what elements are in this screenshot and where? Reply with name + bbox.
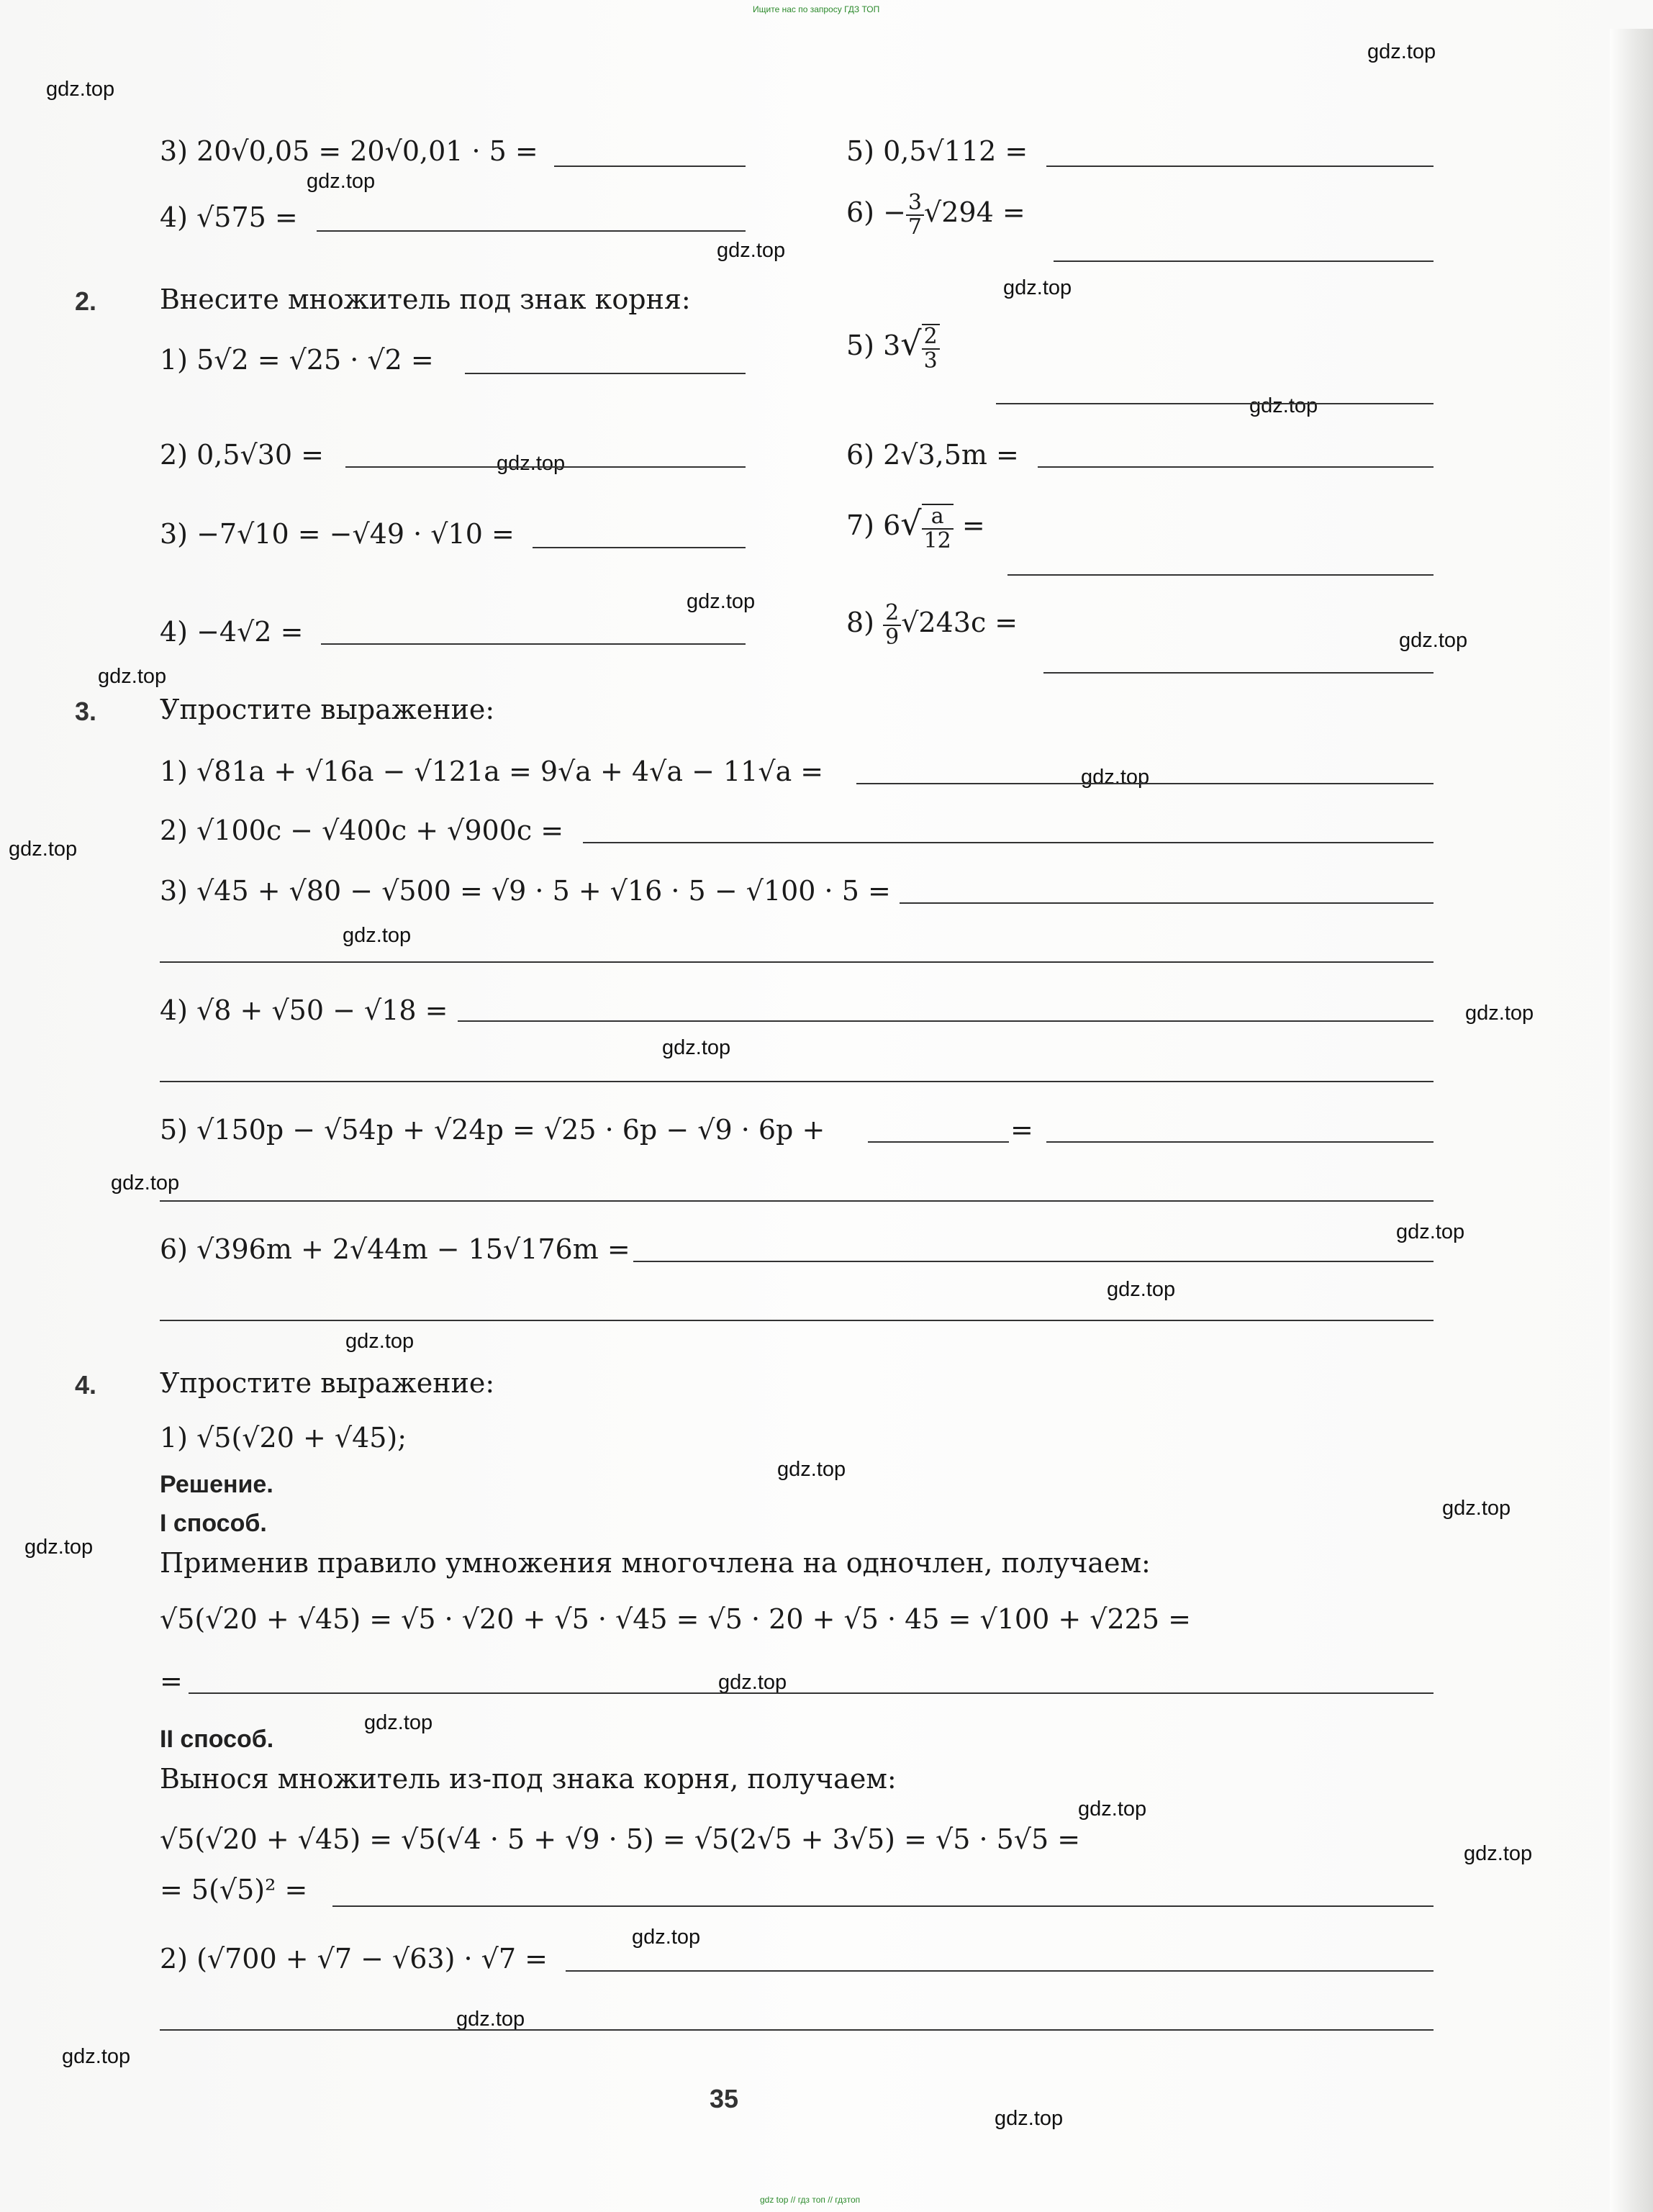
task2-item7-prefix: 7) 6 <box>846 509 901 541</box>
watermark: gdz.top <box>62 2045 131 2068</box>
watermark: gdz.top <box>1396 1220 1465 1243</box>
watermark: gdz.top <box>1249 394 1318 417</box>
radical-sign: √ <box>900 324 922 363</box>
fraction-numerator: 3 <box>906 191 924 216</box>
fraction-denominator: 3 <box>923 348 938 373</box>
answer-line[interactable] <box>554 166 746 167</box>
task3-item4: 4) √8 + √50 − √18 = <box>160 994 448 1026</box>
watermark: gdz.top <box>1107 1278 1176 1301</box>
watermark: gdz.top <box>98 665 167 688</box>
task2-item8-suffix: √243c = <box>901 607 1018 638</box>
answer-line[interactable] <box>160 1081 1434 1082</box>
watermark: gdz.top <box>1464 1842 1533 1865</box>
answer-line[interactable] <box>160 1320 1434 1321</box>
watermark: gdz.top <box>9 838 78 861</box>
answer-line[interactable] <box>533 547 746 548</box>
task2-item7 <box>846 504 985 552</box>
method2-expression: √5(√20 + √45) = √5(√4 · 5 + √9 · 5) = √5(2√5 + 3√5) = √5 · 5√5 = <box>160 1823 1081 1855</box>
watermark: gdz.top <box>1081 766 1150 789</box>
answer-line[interactable] <box>1043 672 1434 674</box>
task3-item2: 2) √100c − √400c + √900c = <box>160 815 564 846</box>
task2-item3: 3) −7√10 = −√49 · √10 = <box>160 518 515 550</box>
task2-item2: 2) 0,5√30 = <box>160 439 324 471</box>
task2-item7-suffix: = <box>961 509 985 541</box>
answer-line[interactable] <box>868 1141 1009 1143</box>
watermark: gdz.top <box>718 1671 787 1694</box>
answer-line[interactable] <box>345 466 746 468</box>
task1-item6-prefix: 6) − <box>846 196 906 228</box>
radical-sign: √ <box>900 504 922 543</box>
answer-line[interactable] <box>566 1970 1434 1972</box>
task2-item5 <box>846 324 940 372</box>
answer-line[interactable] <box>583 842 1434 843</box>
solution-heading: Решение. <box>160 1471 273 1498</box>
watermark: gdz.top <box>343 924 412 947</box>
answer-line[interactable] <box>458 1020 1434 1022</box>
answer-line[interactable] <box>900 902 1434 904</box>
watermark: gdz.top <box>687 590 756 613</box>
method1-text: Применив правило умножения многочлена на одночлен, получаем: <box>160 1547 1151 1579</box>
task2-item6: 6) 2√3,5m = <box>846 439 1019 471</box>
fraction <box>922 504 954 552</box>
watermark: gdz.top <box>1078 1798 1147 1821</box>
task1-item6-suffix: √294 = <box>924 196 1025 228</box>
task1-item3: 3) 20√0,05 = 20√0,01 · 5 = <box>160 135 538 167</box>
task3-title: Упростите выражение: <box>160 694 495 725</box>
fraction-denominator: 12 <box>923 527 951 553</box>
method2-expression-continued: = 5(√5)² = <box>160 1874 308 1905</box>
task4-item2: 2) (√700 + √7 − √63) · √7 = <box>160 1943 548 1975</box>
watermark: gdz.top <box>717 239 786 262</box>
task2-item8-prefix: 8) <box>846 607 875 638</box>
task3-item5-tail: = <box>1010 1114 1033 1146</box>
task1-item5: 5) 0,5√112 = <box>846 135 1028 167</box>
watermark: gdz.top <box>632 1926 701 1949</box>
method1-heading: I способ. <box>160 1510 267 1537</box>
fraction-numerator: a <box>922 505 954 530</box>
method2-text: Вынося множитель из-под знака корня, получаем: <box>160 1763 897 1795</box>
fraction <box>906 191 924 238</box>
watermark: gdz.top <box>1399 629 1468 652</box>
task2-number: 2. <box>75 286 97 316</box>
answer-line[interactable] <box>1054 260 1434 262</box>
task4-item1: 1) √5(√20 + √45); <box>160 1422 407 1454</box>
bottom-banner[interactable]: gdz top // гдз топ // гдзтоп <box>760 2195 861 2205</box>
top-banner[interactable]: Ищите нас по запросу ГДЗ ТОП <box>753 4 880 14</box>
watermark: gdz.top <box>1442 1497 1511 1520</box>
answer-line[interactable] <box>856 783 1434 784</box>
task2-title: Внесите множитель под знак корня: <box>160 284 691 315</box>
answer-line[interactable] <box>1007 574 1434 576</box>
fraction-denominator: 9 <box>885 624 900 650</box>
task1-item6 <box>846 191 1025 238</box>
watermark: gdz.top <box>662 1036 731 1059</box>
task3-number: 3. <box>75 697 97 726</box>
task3-item1: 1) √81a + √16a − √121a = 9√a + 4√a − 11√a = <box>160 756 824 787</box>
answer-line[interactable] <box>1046 1141 1434 1143</box>
watermark: gdz.top <box>1465 1002 1534 1025</box>
task2-item1: 1) 5√2 = √25 · √2 = <box>160 344 434 376</box>
page-number: 35 <box>710 2084 739 2113</box>
fraction-denominator: 7 <box>907 214 923 240</box>
watermark: gdz.top <box>1003 276 1072 299</box>
watermark: gdz.top <box>345 1330 415 1353</box>
watermark: gdz.top <box>111 1171 180 1195</box>
task3-item5: 5) √150p − √54p + √24p = √25 · 6p − √9 · 6p + <box>160 1114 825 1146</box>
task3-item6: 6) √396m + 2√44m − 15√176m = <box>160 1233 630 1265</box>
answer-line[interactable] <box>465 373 746 374</box>
answer-line[interactable] <box>160 1200 1434 1202</box>
fraction-numerator: 2 <box>922 325 940 350</box>
task2-item8 <box>846 602 1018 648</box>
method2-heading: II способ. <box>160 1726 274 1753</box>
watermark: gdz.top <box>24 1536 94 1559</box>
watermark: gdz.top <box>364 1711 433 1734</box>
answer-line[interactable] <box>317 230 746 232</box>
fraction-numerator: 2 <box>883 602 901 626</box>
task4-title: Упростите выражение: <box>160 1367 495 1399</box>
task4-number: 4. <box>75 1370 97 1400</box>
answer-line[interactable] <box>321 643 746 645</box>
answer-line[interactable] <box>160 961 1434 963</box>
task3-item3: 3) √45 + √80 − √500 = √9 · 5 + √16 · 5 − √100 · 5 = <box>160 875 891 907</box>
fraction <box>883 602 901 648</box>
method1-expression: √5(√20 + √45) = √5 · √20 + √5 · √45 = √5 · 20 + √5 · 45 = √100 + √225 = <box>160 1603 1191 1635</box>
watermark: gdz.top <box>497 452 566 475</box>
watermark: gdz.top <box>995 2107 1064 2130</box>
task2-item5-prefix: 5) 3 <box>846 330 901 361</box>
fraction <box>922 324 940 372</box>
watermark: gdz.top <box>307 170 376 193</box>
task1-item4: 4) √575 = <box>160 201 298 233</box>
watermark: gdz.top <box>46 78 115 101</box>
watermark: gdz.top <box>456 2008 525 2031</box>
task2-item4: 4) −4√2 = <box>160 616 304 648</box>
answer-line[interactable] <box>1038 466 1434 468</box>
book-spine-shadow <box>1610 29 1653 2212</box>
answer-line[interactable] <box>160 2029 1434 2031</box>
answer-line[interactable] <box>996 403 1434 404</box>
watermark: gdz.top <box>777 1458 846 1481</box>
method1-equals: = <box>160 1665 183 1697</box>
answer-line[interactable] <box>332 1905 1434 1907</box>
answer-line[interactable] <box>189 1692 1434 1694</box>
answer-line[interactable] <box>633 1261 1434 1262</box>
watermark: gdz.top <box>1367 40 1436 63</box>
answer-line[interactable] <box>1046 166 1434 167</box>
